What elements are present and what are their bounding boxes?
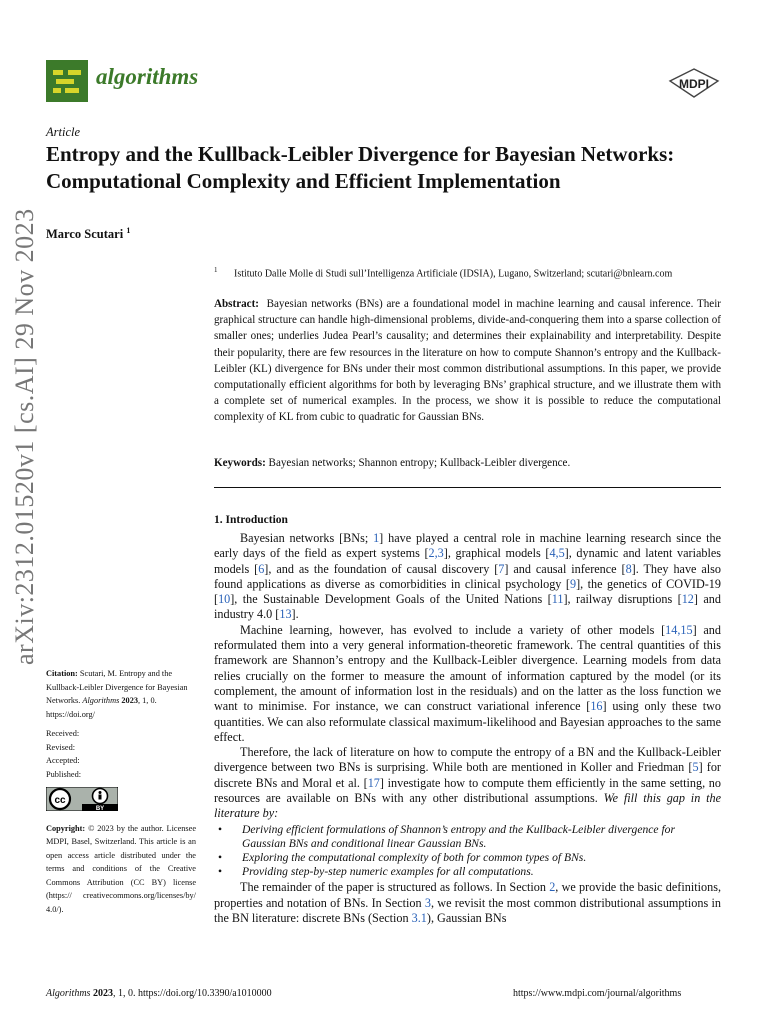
paragraph-text: The remainder of the paper is structured as follows. In Section — [240, 880, 550, 895]
reference-link[interactable]: 13 — [279, 607, 292, 622]
paragraph-text: ]. — [291, 607, 299, 622]
accepted-label: Accepted: — [46, 756, 80, 765]
received-label: Received: — [46, 729, 80, 738]
main-text — [214, 514, 721, 926]
copyright-text: © 2023 by the author. Licensee MDPI, Basel, Switzerland. This article is an open access article distributed under the terms and conditions of the Creative Commons Attribution (CC BY) license (https:// creativecommons.org/licenses/by/ 4.0/). — [46, 823, 197, 914]
cc-by-label: BY — [95, 806, 105, 811]
reference-link[interactable]: 6 — [258, 561, 265, 576]
reference-link[interactable]: 17 — [367, 775, 380, 790]
arxiv-identifier: arXiv:2312.01520v1 [cs.AI] 29 Nov 2023 — [10, 208, 39, 665]
paragraph-text: Machine learning, however, has evolved to include a variety of other models [ — [240, 622, 666, 637]
reference-link[interactable]: 2,3 — [428, 546, 444, 561]
reference-link[interactable]: 8 — [625, 561, 632, 576]
paragraph-text: , we provide the basic definitions, properties and notation of BNs. In Section — [214, 880, 721, 910]
author-name: Marco Scutari — [46, 227, 124, 242]
paragraph-text: ], the genetics of COVID-19 [ — [214, 576, 721, 607]
footer-year: 2023 — [92, 988, 113, 999]
emphasis-text: We fill this gap in the literature by: — [214, 791, 722, 821]
reference-link[interactable]: 11 — [551, 592, 564, 607]
cc-by-license-icon — [46, 787, 118, 811]
paragraph-text: , we revisit the most common distributional assumptions in the BN literature: discrete BNs (Section — [214, 895, 721, 926]
journal-name: algorithms — [96, 64, 199, 89]
article-type: Article — [46, 125, 81, 139]
copyright — [46, 822, 196, 917]
paragraph — [214, 880, 721, 926]
citation: Citation: Scutari, M. Entropy and the Kullback-Leibler Divergence for Bayesian Networks. Algorithms 2023, 1, 0. https://doi.org/ — [46, 669, 188, 719]
reference-link[interactable]: 3 — [424, 895, 431, 910]
paragraph-text: ] for discrete BNs and Moral et al. [ — [214, 760, 721, 790]
paragraph-text: ], railway disruptions [ — [563, 592, 682, 607]
abstract-label: Abstract: — [214, 298, 259, 310]
paragraph — [214, 531, 721, 623]
published-label: Published: — [46, 769, 82, 779]
article-info-sidebar — [46, 667, 196, 916]
copyright-label: Copyright: — [46, 823, 86, 833]
abstract — [214, 296, 721, 426]
section-heading: 1. Introduction — [214, 514, 288, 526]
paragraph-text: ] using only these two quantities. We can also reformulate classical maximum-likelihood and Bayesian approaches to the same effect. — [214, 699, 721, 744]
reference-link[interactable]: 12 — [681, 592, 694, 607]
reference-link[interactable]: 3.1 — [411, 911, 427, 926]
footer-doi: , 1, 0. https://doi.org/10.3390/a1010000 — [112, 988, 272, 999]
affiliation-number: 1 — [214, 266, 218, 274]
keywords — [214, 455, 721, 471]
abstract-text: Bayesian networks (BNs) are a foundational model in machine learning and causal inference. Their graphical structure can handle high-dimensional problems, divide-and-conquering them into a sparse collection of smaller ones; underlies Judea Pearl’s causality; and determines their explainability and interpretability. Despite their popularity, there are few resources in the literature on how to compute Shannon’s entropy and the Kullback-Leibler (KL) divergence for BNs under their most common distributional assumptions. In this paper, we provide computationally efficient algorithms for both by leveraging BNs’ graphical structure, and we illustrate them with a complete set of numerical examples. In the process, we show it is possible to reduce the computational complexity of KL from cubic to quadratic for Gaussian BNs. — [214, 298, 722, 424]
paragraph-text: ], dynamic and latent variables models [ — [214, 546, 721, 576]
citation-journal: Algorithms — [82, 696, 120, 705]
paragraph-text: Bayesian networks [BNs; — [240, 531, 374, 545]
journal-logo-icon — [46, 60, 88, 102]
mdpi-logo-icon — [668, 68, 720, 98]
reference-link[interactable]: 9 — [569, 576, 577, 591]
paragraph-text: ] and causal inference [ — [504, 561, 626, 576]
footer-citation — [46, 988, 272, 999]
paragraph — [214, 745, 721, 821]
citation-tail: 1, 0. https://doi.org/ — [46, 696, 157, 719]
reference-link[interactable]: 4,5 — [549, 546, 565, 561]
author-affiliation-mark: 1 — [126, 226, 131, 235]
paragraph-text: ], and as the foundation of causal discovery [ — [264, 561, 499, 576]
keywords-label: Keywords: — [214, 457, 266, 469]
list-item: • Deriving efficient formulations of Shannon’s entropy and the Kullback-Leibler divergence for Gaussian BNs and conditional linear Gaussian BNs. — [242, 823, 721, 851]
footer-journal: Algorithms — [46, 988, 91, 999]
reference-link[interactable]: 7 — [498, 561, 505, 576]
author-line — [46, 226, 130, 242]
reference-link[interactable]: 10 — [218, 592, 231, 607]
paragraph-text: ] investigate how to compute them efficiently in the same setting, no resources are available on BNs with any other distributional assumptions. — [214, 775, 721, 806]
affiliation-text: Istituto Dalle Molle di Studi sull’Intelligenza Artificiale (IDSIA), Lugano, Switzerland; scutari@bnlearn.com — [234, 268, 673, 280]
reference-link[interactable]: 14,15 — [665, 622, 693, 637]
reference-link[interactable]: 2 — [549, 880, 556, 895]
reference-link[interactable]: 16 — [590, 699, 603, 714]
citation-text: Scutari, M. Entropy and the Kullback-Leibler Divergence for Bayesian Networks. — [46, 669, 188, 705]
keywords-text: Bayesian networks; Shannon entropy; Kullback-Leibler divergence. — [268, 457, 571, 469]
list-item: • Providing step-by-step numeric examples for all computations. — [242, 865, 721, 879]
list-item: • Exploring the computational complexity of both for common types of BNs. — [242, 851, 721, 865]
publisher-name: MDPI — [679, 77, 709, 91]
citation-label: Citation: — [46, 669, 78, 678]
reference-link[interactable]: 1 — [373, 531, 380, 545]
paragraph-text: Therefore, the lack of literature on how to compute the entropy of a BN and the Kullback-Leibler divergence between two BNs is surprising. While both are mentioned in Koller and Friedman [ — [214, 745, 721, 775]
contribution-list — [214, 823, 721, 880]
paragraph — [214, 623, 721, 745]
svg-text:cc: cc — [54, 795, 66, 806]
footer-journal-url[interactable]: https://www.mdpi.com/journal/algorithms — [513, 988, 682, 999]
paragraph-text: ], graphical models [ — [443, 546, 550, 561]
revised-label: Revised: — [46, 742, 76, 752]
paragraph-text: ] have played a central role in machine learning research since the early days of the field as expert systems [ — [214, 531, 721, 561]
citation-year: 2023 — [121, 696, 138, 705]
paragraph-text: ), Gaussian BNs — [426, 911, 507, 926]
paragraph-text: ] and reformulated them into a very general information-theoretic framework. The central quantities of this framework are Shannon’s entropy and the Kullback-Leibler divergence. Learning models from data relies crucially on the former to measure the amount of information captured by the model (or its complement, the amount of information lost in the residuals) and on the latter as the loss function we want to minimise. For instance, we can construct variational inference [ — [214, 622, 721, 714]
paragraph-text: ], the Sustainable Development Goals of the United Nations [ — [230, 592, 552, 607]
paper-title: Entropy and the Kullback-Leibler Divergence for Bayesian Networks: Computational Complexity and Efficient Implementation — [46, 142, 675, 193]
paragraph-text: ] and industry 4.0 [ — [214, 592, 721, 622]
reference-link[interactable]: 5 — [692, 760, 699, 775]
affiliation — [214, 266, 734, 279]
section-divider — [214, 487, 721, 488]
paragraph-text: ]. They have also found applications as diverse as comorbidities in clinical psychology [ — [214, 561, 722, 591]
